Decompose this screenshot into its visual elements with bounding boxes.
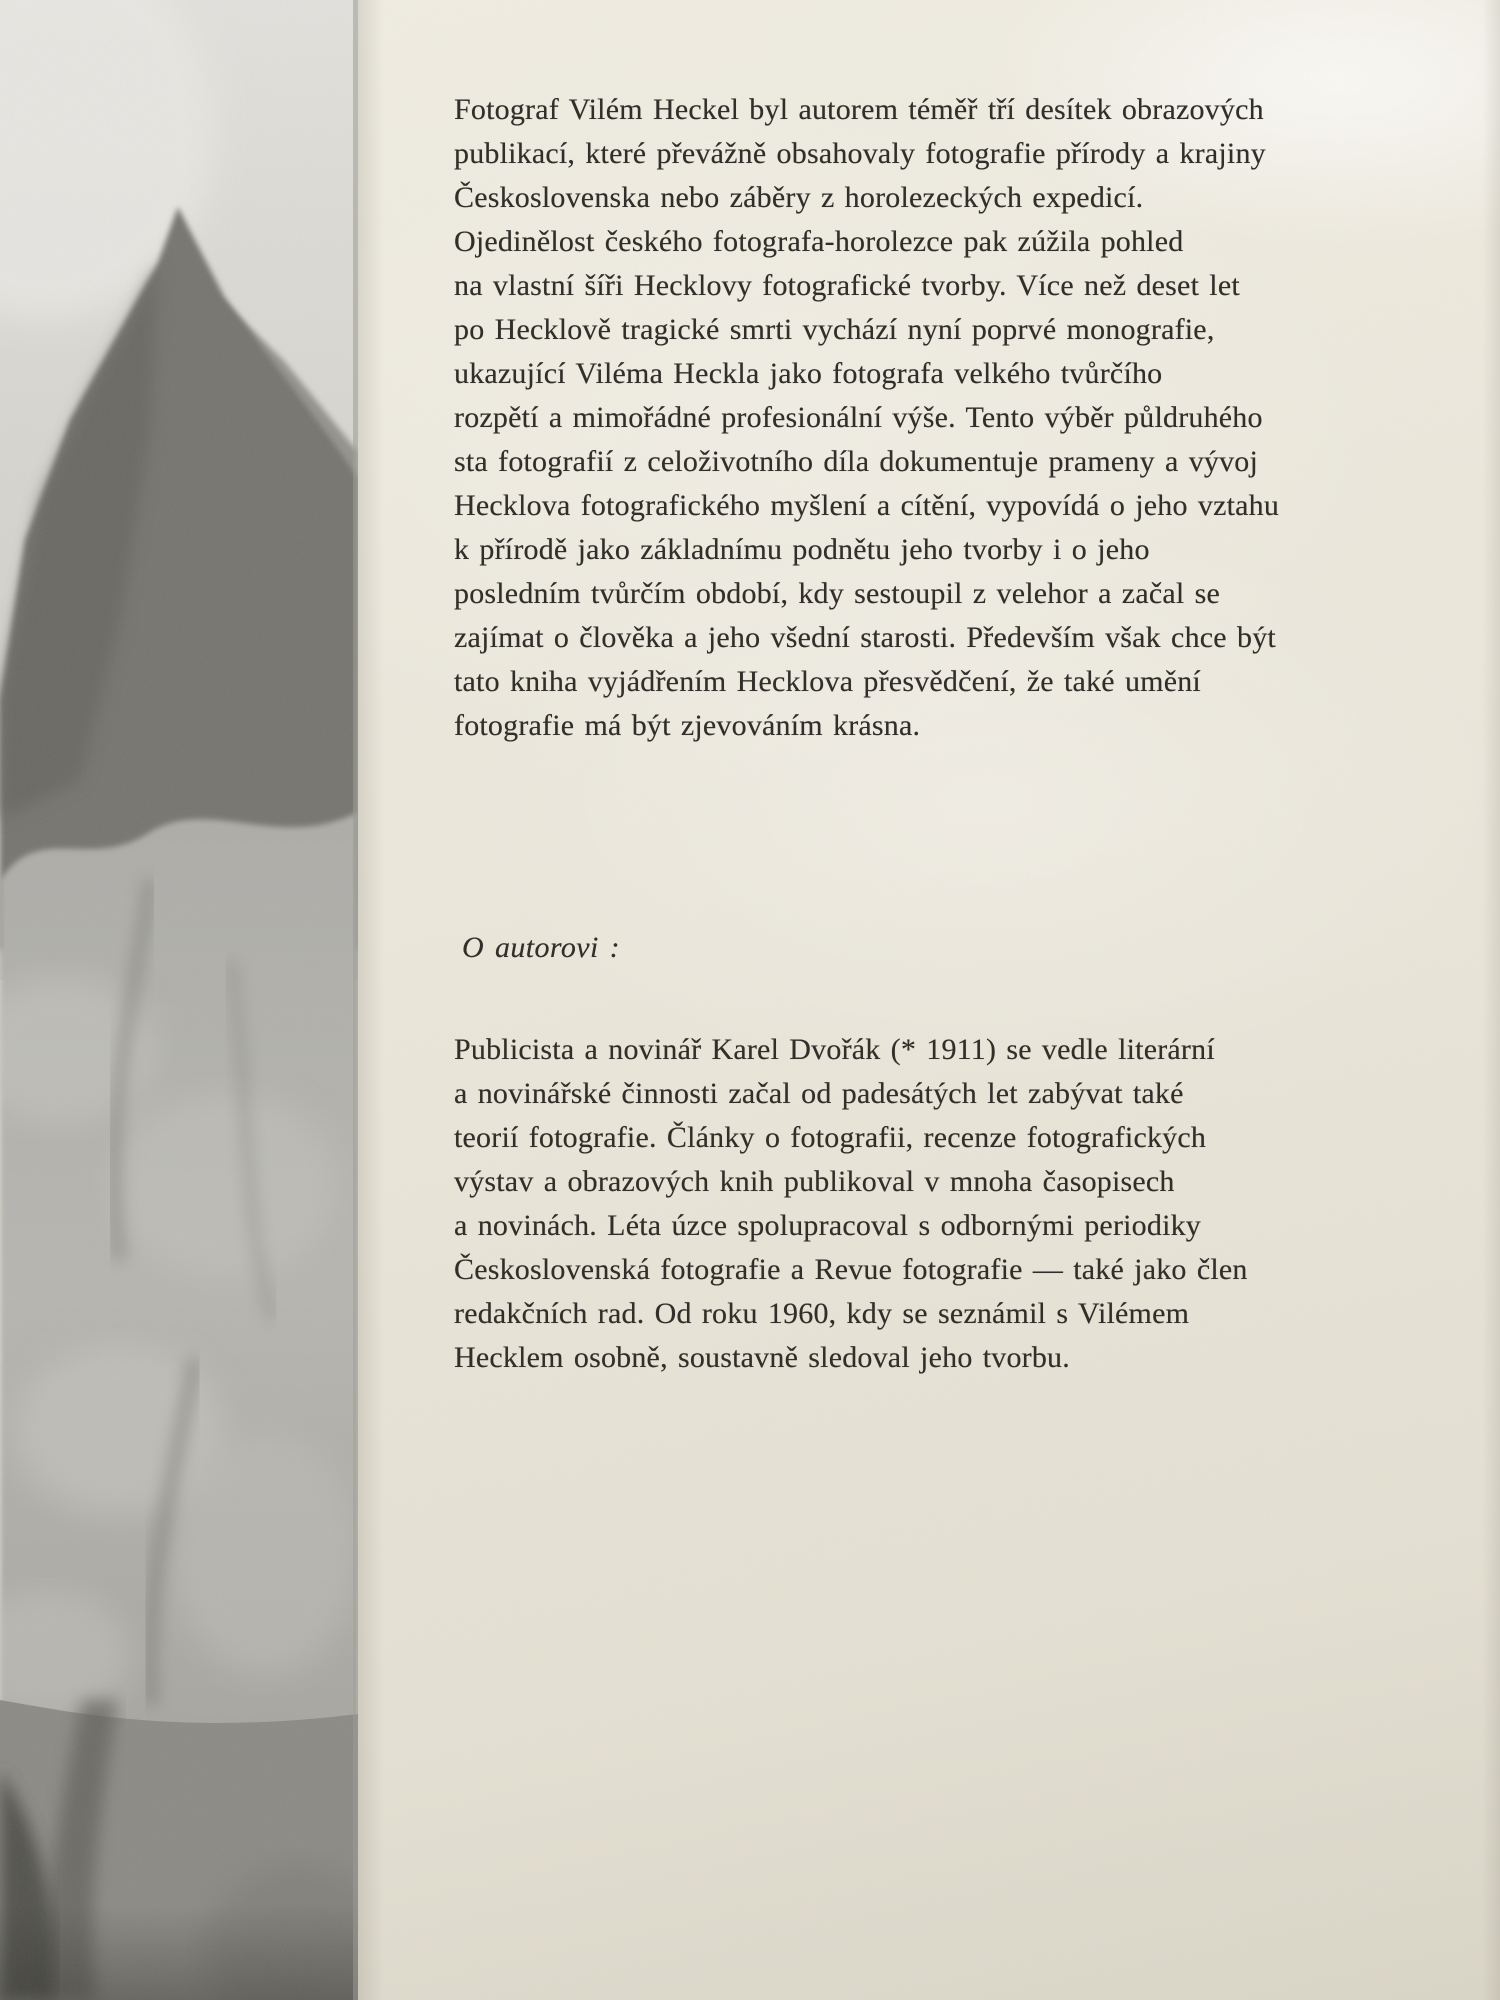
author-bio-paragraph [454, 1028, 1248, 1380]
text-line: Hecklova fotografického myšlení a cítění, vypovídá o jeho vztahu [454, 489, 1280, 522]
book-description-paragraph [454, 88, 1279, 748]
text-line: redakčních rad. Od roku 1960, kdy se seznámil s Vilémem [454, 1297, 1190, 1330]
mountain-photo-art [0, 0, 358, 2000]
mountain-photo [0, 0, 358, 2000]
text-line: a novinách. Léta úzce spolupracoval s odbornými periodiky [454, 1209, 1202, 1242]
text-line: Československá fotografie a Revue fotografie — také jako člen [454, 1253, 1248, 1286]
text-line: publikací, které převážně obsahovaly fotografie přírody a krajiny [454, 137, 1266, 170]
about-author-heading: O autorovi : [462, 931, 621, 964]
text-line: rozpětí a mimořádné profesionální výše. Tento výběr půldruhého [454, 401, 1263, 434]
text-line: Fotograf Vilém Heckel byl autorem téměř tří desítek obrazových [454, 93, 1264, 126]
text-line: výstav a obrazových knih publikoval v mnoha časopisech [454, 1165, 1175, 1198]
text-line: sta fotografií z celoživotního díla dokumentuje prameny a vývoj [454, 445, 1259, 478]
text-line: ukazující Viléma Heckla jako fotografa velkého tvůrčího [454, 357, 1163, 390]
text-line: Publicista a novinář Karel Dvořák (* 1911) se vedle literární [454, 1033, 1215, 1066]
text-line: a novinářské činnosti začal od padesátých let zabývat také [454, 1077, 1184, 1110]
text-line: Ojedinělost českého fotografa-horolezce pak zúžila pohled [454, 225, 1184, 258]
text-line: posledním tvůrčím období, kdy sestoupil z velehor a začal se [454, 577, 1220, 610]
text-line: na vlastní šíři Hecklovy fotografické tvorby. Více než deset let [454, 269, 1240, 302]
text-line: Československa nebo záběry z horolezeckých expedicí. [454, 181, 1144, 214]
text-line: Hecklem osobně, soustavně sledoval jeho tvorbu. [454, 1341, 1070, 1374]
text-line: teorií fotografie. Články o fotografii, recenze fotografických [454, 1121, 1207, 1154]
text-line: k přírodě jako základnímu podnětu jeho tvorby i o jeho [454, 533, 1150, 566]
flap-paper [358, 0, 1500, 2000]
text-line: po Hecklově tragické smrti vychází nyní poprvé monografie, [454, 313, 1215, 346]
text-line: zajímat o člověka a jeho všední starosti. Především však chce být [454, 621, 1276, 654]
text-line: fotografie má být zjevováním krásna. [454, 709, 921, 742]
text-line: tato kniha vyjádřením Hecklova přesvědčení, že také umění [454, 665, 1201, 698]
